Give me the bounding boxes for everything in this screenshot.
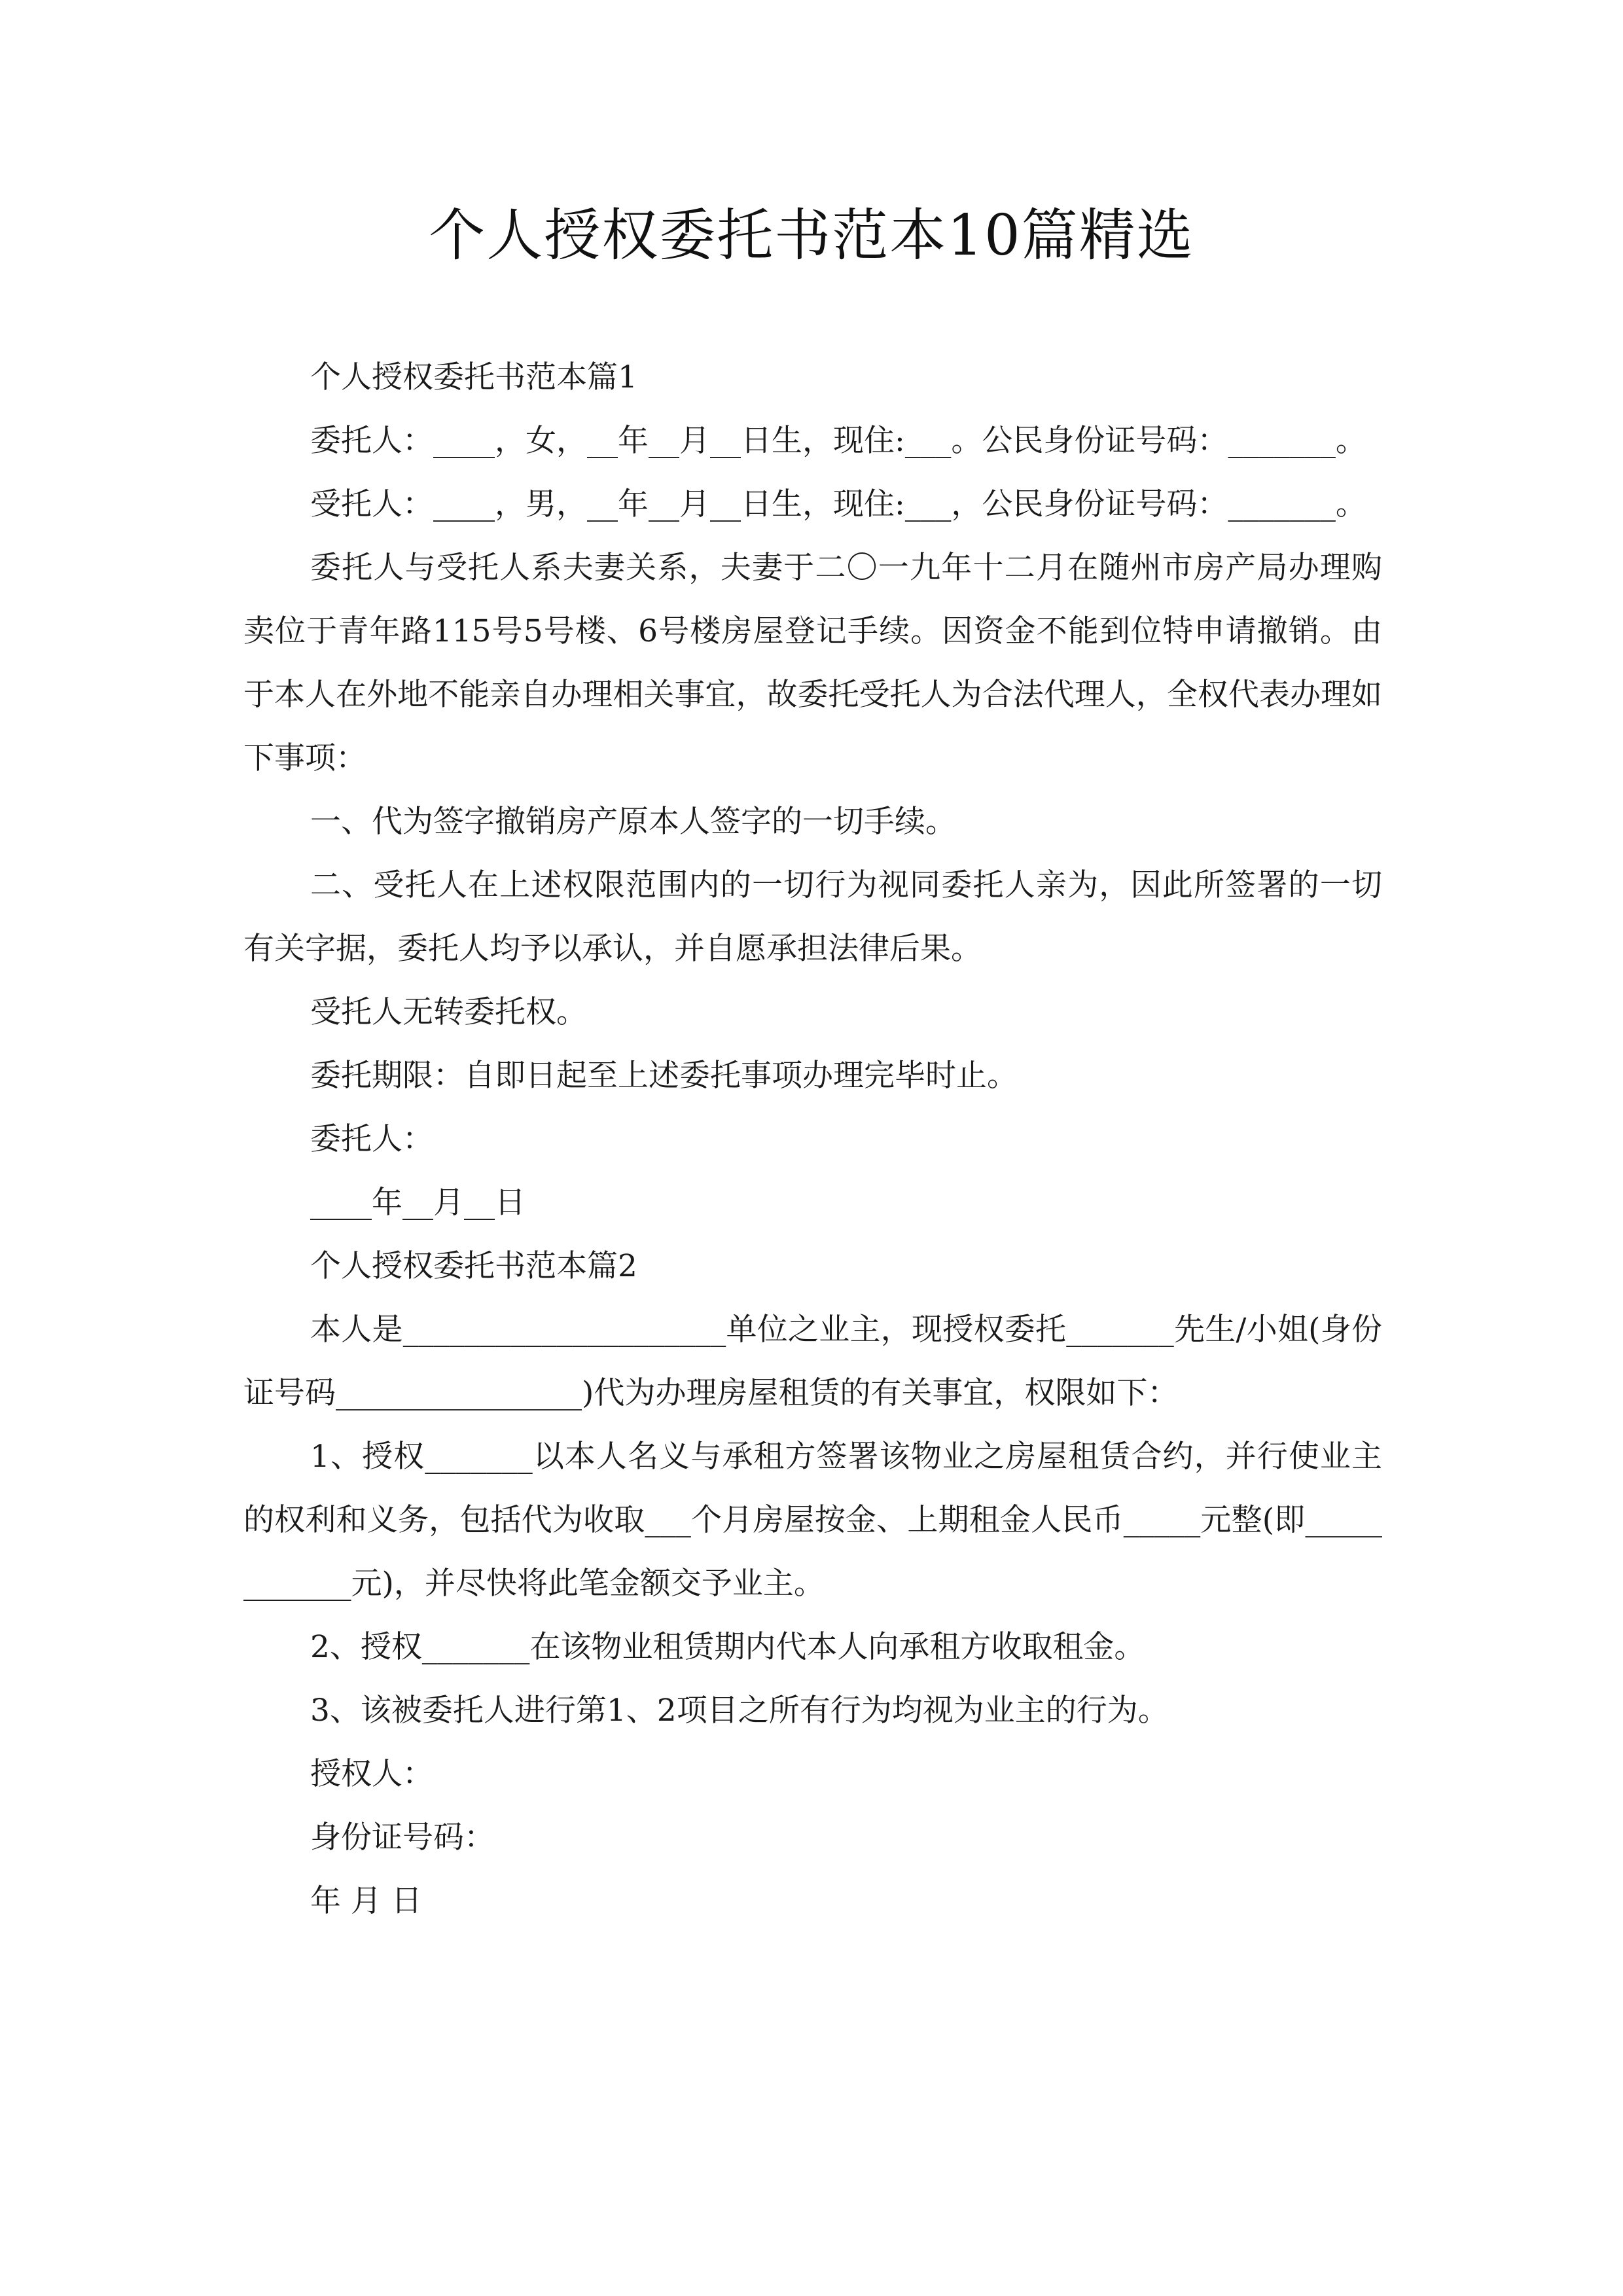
principal-info: 委托人：____，女，__年__月__日生，现住:___。公民身份证号码：_______。: [310, 423, 1366, 459]
authorized-matter-1: 一、代为签字撤销房产原本人签字的一切手续。: [310, 804, 956, 840]
no-sub-delegation: 受托人无转委托权。: [310, 994, 587, 1030]
date-line-2: 年 月 日: [310, 1883, 422, 1919]
authorizer-signature-line: 授权人：: [310, 1756, 433, 1792]
id-number-line: 身份证号码：: [310, 1820, 495, 1856]
agent-info: 受托人：____，男，__年__月__日生，现住:___，公民身份证号码：_______。: [310, 486, 1366, 522]
authority-item-2: 2、授权_______在该物业租赁期内代本人向承租方收取租金。: [310, 1629, 1145, 1665]
authorization-background: 委托人与受托人系夫妻关系，夫妻于二〇一九年十二月在随州市房产局办理购卖位于青年路115号5号楼、6号楼房屋登记手续。因资金不能到位特申请撤销。由于本人在外地不能亲自办理相关事宜，故委托受托人为合法代理人，全权代表办理如下事项：: [243, 550, 1382, 776]
authority-item-3: 3、该被委托人进行第1、2项目之所有行为均视为业主的行为。: [310, 1693, 1169, 1729]
section-heading-1: 个人授权委托书范本篇1: [310, 359, 637, 395]
document-body: [243, 346, 1382, 1933]
document-title: 个人授权委托书范本10篇精选: [429, 203, 1194, 268]
section-heading-2: 个人授权委托书范本篇2: [310, 1248, 637, 1284]
authorized-matter-2: 二、受托人在上述权限范围内的一切行为视同委托人亲为，因此所签署的一切有关字据，委托人均予以承认，并自愿承担法律后果。: [243, 867, 1382, 967]
owner-authorization-statement: 本人是_____________________单位之业主，现授权委托_______先生/小姐(身份证号码________________)代为办理房屋租赁的有关事宜，权限如下：: [243, 1312, 1382, 1411]
principal-signature-line: 委托人：: [310, 1121, 433, 1157]
date-line-1: ____年__月__日: [310, 1185, 526, 1221]
authority-item-1: 1、授权_______以本人名义与承租方签署该物业之房屋租赁合约，并行使业主的权利和义务，包括代为收取___个月房屋按金、上期租金人民币_____元整(即____________元)，并尽快将此笔金额交予业主。: [243, 1439, 1382, 1602]
authorization-period: 委托期限：自即日起至上述委托事项办理完毕时止。: [310, 1058, 1018, 1094]
